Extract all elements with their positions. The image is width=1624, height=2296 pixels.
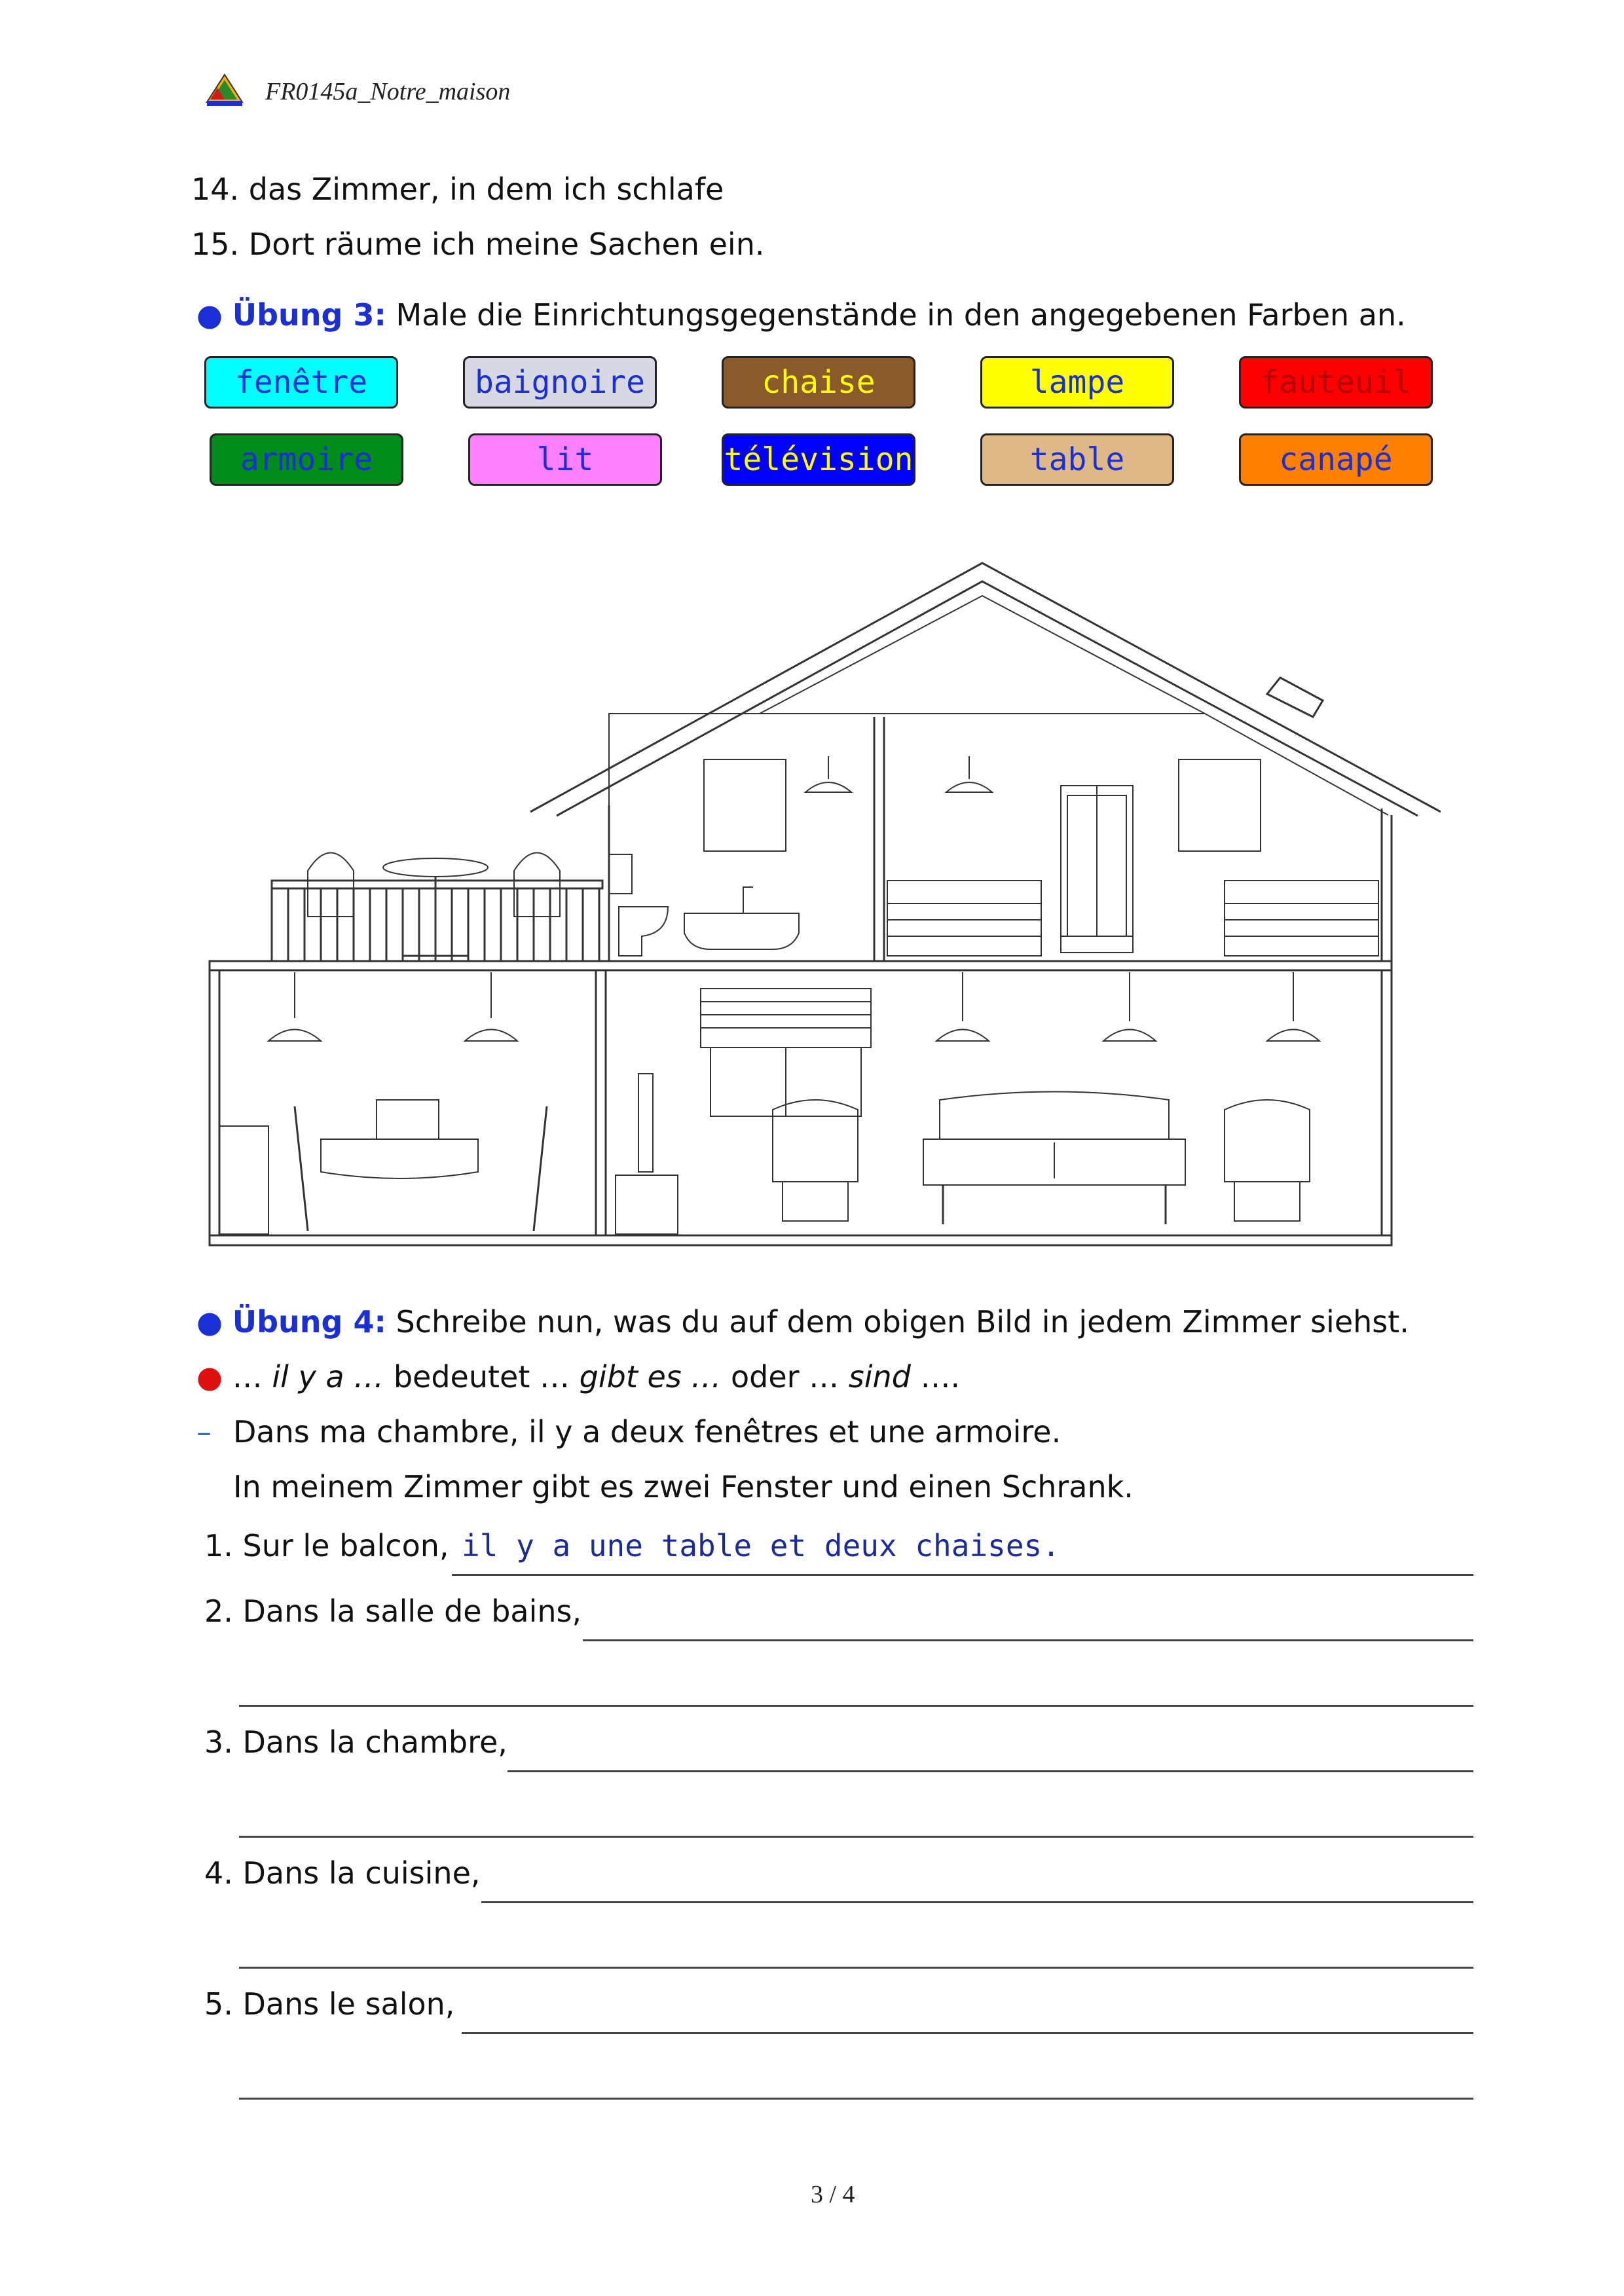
item-text: das Zimmer, in dem ich schlafe	[248, 172, 724, 207]
note-text: bedeutet …	[384, 1359, 580, 1394]
color-box-lit	[468, 433, 662, 486]
prompt-text: Dans la cuisine,	[242, 1855, 481, 1891]
publisher-logo-icon	[204, 73, 245, 107]
answer-line[interactable]	[239, 1967, 1473, 1969]
prompt-3	[204, 1724, 507, 1760]
color-box-fenetre	[204, 356, 398, 409]
red-bullet-icon: ●	[196, 1359, 223, 1394]
prompt-2	[204, 1594, 581, 1629]
color-word: canapé	[1279, 441, 1393, 478]
exercise-3-heading	[196, 297, 1406, 333]
exercise-4-heading	[196, 1304, 1409, 1339]
prompt-number: 5.	[204, 1986, 233, 2022]
house-illustration	[196, 556, 1441, 1264]
answer-line[interactable]	[462, 2032, 1473, 2034]
prompt-4	[204, 1855, 481, 1891]
exercise-instruction: Schreibe nun, was du auf dem obigen Bild in jedem Zimmer siehst.	[396, 1304, 1409, 1339]
exercise-label: Übung 4:	[232, 1304, 386, 1339]
example-fr-text: Dans ma chambre, il y a deux fenêtres et une armoire.	[233, 1414, 1061, 1449]
prompt-text: Dans la chambre,	[242, 1724, 507, 1760]
prompt-text: Dans le salon,	[242, 1986, 455, 2022]
answer-line[interactable]	[452, 1574, 1473, 1576]
example-german: In meinem Zimmer gibt es zwei Fenster und einen Schrank.	[233, 1469, 1134, 1504]
color-box-television	[722, 433, 915, 486]
list-item-15	[191, 227, 765, 262]
color-word: armoire	[240, 441, 373, 478]
note-sind: sind	[848, 1359, 911, 1394]
answer-line[interactable]	[481, 1901, 1473, 1903]
dash-icon: –	[196, 1414, 212, 1449]
note-text: …	[232, 1359, 272, 1394]
note-gibt-es: gibt es …	[579, 1359, 722, 1394]
prompt-number: 2.	[204, 1594, 233, 1629]
answer-line[interactable]	[239, 1836, 1473, 1838]
answer-line[interactable]	[239, 2098, 1473, 2100]
color-box-fauteuil	[1239, 356, 1433, 409]
color-box-table	[980, 433, 1174, 486]
note-il-y-a: il y a …	[272, 1359, 384, 1394]
exercise-instruction: Male die Einrichtungsgegenstände in den angegebenen Farben an.	[396, 297, 1406, 333]
color-word: lampe	[1029, 364, 1125, 401]
color-box-armoire	[210, 433, 403, 486]
prompt-5	[204, 1986, 454, 2022]
color-word: fenêtre	[234, 364, 368, 401]
item-text: Dort räume ich meine Sachen ein.	[248, 227, 765, 262]
page-number: 3 / 4	[811, 2181, 855, 2208]
prompt-number: 1.	[204, 1528, 233, 1563]
color-word: chaise	[762, 364, 876, 401]
color-box-chaise	[722, 356, 915, 409]
color-box-canape	[1239, 433, 1433, 486]
color-box-baignoire	[463, 356, 657, 409]
prompt-number: 4.	[204, 1855, 233, 1891]
color-word: lit	[536, 441, 594, 478]
color-word: télévision	[724, 441, 913, 478]
note-text: oder …	[721, 1359, 849, 1394]
color-word: fauteuil	[1260, 364, 1412, 401]
item-number: 15.	[191, 227, 240, 262]
item-number: 14.	[191, 172, 240, 207]
color-word: baignoire	[474, 364, 646, 401]
color-word: table	[1029, 441, 1125, 478]
answer-line[interactable]	[583, 1639, 1473, 1641]
bullet-icon: ●	[196, 1304, 223, 1339]
il-y-a-note	[196, 1359, 960, 1394]
list-item-14	[191, 172, 724, 207]
prompt-text: Dans la salle de bains,	[242, 1594, 582, 1629]
answer-line[interactable]	[507, 1770, 1473, 1772]
exercise-label: Übung 3:	[232, 297, 386, 333]
prompt-number: 3.	[204, 1724, 233, 1760]
document-id: FR0145a_Notre_maison	[265, 78, 511, 105]
prompt-text: Sur le balcon,	[242, 1528, 449, 1563]
answer-1: il y a une table et deux chaises.	[462, 1528, 1060, 1563]
example-french	[196, 1414, 1061, 1449]
prompt-1	[204, 1528, 449, 1563]
color-box-lampe	[980, 356, 1174, 409]
answer-line[interactable]	[239, 1705, 1473, 1707]
bullet-icon: ●	[196, 297, 223, 333]
note-text: ….	[910, 1359, 961, 1394]
